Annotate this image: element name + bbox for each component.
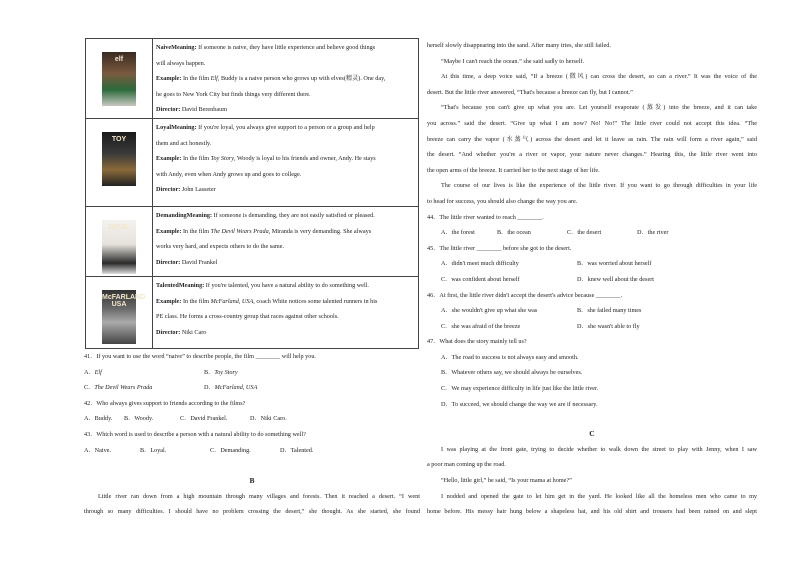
option-d[interactable] [204, 380, 257, 396]
film-text-cell [153, 276, 419, 348]
director-name: David Berenbaum [181, 106, 228, 114]
word-heading: Demanding [156, 211, 187, 219]
film-poster-image [102, 220, 136, 274]
option-a[interactable]: A．Naive. [84, 446, 111, 454]
meaning-line [156, 278, 415, 294]
director-label: Director: [156, 186, 181, 194]
film-row [86, 276, 419, 348]
option-text: Elf [94, 368, 102, 376]
question-stem: 45．The little river ________ before she got to the desert. [427, 244, 572, 252]
film-row [86, 118, 419, 206]
passage-line: a poor man coming up the road. [427, 461, 506, 469]
option-b[interactable]: B．the ocean [497, 229, 531, 237]
meaning-label: Meaning: [178, 281, 205, 289]
option-d[interactable]: D．she wasn't able to fly [577, 322, 640, 330]
film-title: Toy Story [210, 155, 234, 163]
director-line [156, 102, 415, 118]
question-46 [427, 288, 757, 335]
question-43 [84, 427, 420, 458]
film-title: The Devil Wears Prada [210, 227, 269, 235]
director-label: Director: [156, 258, 181, 266]
option-letter: D． [204, 384, 215, 392]
example-label: Example: [156, 155, 182, 163]
film-poster-image [102, 132, 136, 186]
film-table [85, 38, 419, 349]
director-label: Director: [156, 106, 181, 114]
option-text: McFarland, USA [214, 384, 258, 392]
film-poster-image [102, 290, 146, 344]
poster-cell [86, 206, 153, 276]
example-line [156, 224, 415, 240]
passage-b-continued [427, 38, 757, 210]
question-stem: 41．If you want to use the word “naive” to describe people, the film ________ will help you. [84, 352, 316, 360]
option-c[interactable]: C．David Frankel. [180, 415, 228, 423]
meaning-line [156, 208, 415, 224]
option-d[interactable]: D．Talented. [280, 446, 314, 454]
film-poster-image [102, 52, 136, 106]
meaning-text: If someone is demanding, they are not easily satisfied or pleased. [213, 211, 375, 219]
left-column [84, 38, 420, 520]
option-letter: C． [84, 384, 95, 392]
example-line [156, 87, 415, 103]
section-b-line: through so many difficulties. I should have no problem crossing the desert,” she thought. As she started, she found [84, 508, 420, 516]
film-text-cell [153, 118, 419, 206]
option-text: The Devil Wears Prada [94, 384, 153, 392]
passage-line: home before. His messy hair hung below a shapeless hat, and his old shirt and trousers had been rained on and slept [427, 508, 757, 516]
example-label: Example: [156, 75, 182, 83]
options-row [84, 365, 420, 381]
meaning-line [156, 120, 415, 136]
example-text: In the film [182, 227, 211, 235]
option-a[interactable]: A．Buddy. [84, 415, 113, 423]
poster-title: McFARLAND USA [102, 293, 146, 308]
example-text: , Buddy is a naive person who grows up with elves(精灵). One day, [217, 75, 386, 83]
option-b[interactable]: B．Whatever others say, we should always be ourselves. [441, 369, 583, 377]
example-text: works very hard, and expects others to do the same. [156, 243, 285, 251]
example-line [156, 167, 415, 183]
question-44 [427, 210, 757, 241]
option-a[interactable] [84, 365, 204, 381]
passage-line: “Maybe I can't reach the ocean.” she said sadly to herself. [441, 57, 585, 65]
example-text: , coach White notices some talented runners in his [253, 297, 378, 305]
poster-title: elf [114, 56, 124, 63]
meaning-text: If you're loyal, you always give support to a person or a group and help [198, 123, 375, 131]
question-stem: 46．At first, the little river didn't accept the desert's advice because ________. [427, 291, 623, 299]
options-row [427, 319, 757, 335]
options-row [84, 380, 420, 396]
film-row [86, 39, 419, 119]
meaning-label: Meaning: [186, 211, 213, 219]
meaning-text: If someone is naive, they have little experience and believe good things [198, 44, 376, 51]
example-line [156, 309, 415, 325]
option-a[interactable]: A．didn't meet much difficulty [441, 260, 519, 268]
option-letter: A． [84, 368, 95, 376]
options-row [84, 443, 420, 459]
option-b[interactable]: B．Loyal. [140, 446, 167, 454]
option-c[interactable]: C．the desert [567, 229, 602, 237]
passage-line: “That's because you can't give up what you are. Let yourself evaporate (蒸发) into the breeze, and it can take [441, 104, 757, 112]
poster-title: DEVIL [108, 223, 130, 231]
option-b[interactable]: B．was worried about herself [577, 260, 652, 268]
options-row [427, 272, 757, 288]
example-text: he goes to New York City but finds things very different there. [156, 90, 311, 98]
director-name: John Lasseter [181, 186, 216, 194]
option-c[interactable]: C．was confident about herself [441, 275, 520, 283]
meaning-text: will always happen. [156, 59, 206, 67]
example-text: In the film [182, 75, 211, 83]
example-text: In the film [182, 155, 211, 163]
film-row [86, 206, 419, 276]
film-text-cell [153, 206, 419, 276]
option-c[interactable]: C．she was afraid of the breeze [441, 322, 521, 330]
poster-title: TOY [111, 135, 127, 143]
example-text: , Woody is loyal to his friends and owner, Andy. He stays [233, 155, 376, 163]
question-stem: 44．The little river wanted to reach ________. [427, 213, 544, 221]
options-row [427, 225, 757, 241]
example-line [156, 239, 415, 255]
option-d[interactable]: D．To succeed, we should change the way we are if necessary. [441, 400, 598, 408]
section-b-line: Little river ran down from a high mountain through many villages and forests. Then it reached a desert. “I went [98, 492, 420, 500]
options-row [427, 256, 757, 272]
option-b[interactable] [204, 365, 238, 381]
right-column [427, 38, 757, 520]
question-41 [84, 349, 420, 396]
option-text: Toy Story [214, 368, 238, 376]
passage-line: to head for success, you should also change the way you are. [427, 197, 578, 205]
options-row [84, 411, 420, 427]
poster-cell [86, 276, 153, 348]
option-c[interactable] [84, 380, 204, 396]
option-a[interactable]: A．she wouldn't give up what she was [441, 307, 538, 315]
option-d[interactable]: D．the river [637, 229, 669, 237]
option-letter: B． [204, 368, 215, 376]
section-c-title: C [589, 429, 595, 439]
poster-cell [86, 118, 153, 206]
option-d[interactable]: D．Niki Caro. [250, 415, 287, 423]
example-text: with Andy, even when Andy grows up and goes to college. [156, 170, 302, 178]
question-45 [427, 241, 757, 288]
passage-line: “Hello, little girl,” he said, “Is your mama at home?” [441, 477, 572, 485]
options-row [427, 303, 757, 319]
meaning-label: Meaning: [171, 44, 197, 51]
word-heading: Loyal [156, 123, 172, 131]
question-stem: 43．Which word is used to describe a person with a natural ability to do something well? [84, 430, 306, 438]
option-b[interactable]: B．Woody. [124, 415, 154, 423]
passage-line: The course of our lives is like the experience of the little river. If you want to go through difficulties in your life [441, 182, 757, 190]
director-line [156, 255, 415, 271]
question-47 [427, 334, 757, 412]
passage-line: herself slowly disappearing into the sand. After many tries, she still failed. [427, 42, 611, 49]
section-b-title: B [249, 476, 255, 486]
example-label: Example: [156, 227, 182, 235]
option-c[interactable]: C．We may experience difficulty in life just like the little river. [441, 385, 599, 393]
word-heading: Talented [156, 281, 179, 289]
option-a[interactable]: A．The road to success is not always easy and smooth. [441, 353, 579, 361]
example-line [156, 294, 415, 310]
film-title: McFarland, USA [210, 297, 254, 305]
meaning-line [156, 40, 415, 56]
example-text: In the film [182, 297, 211, 305]
question-stem: 42．Who always gives support to friends according to the films? [84, 399, 246, 407]
option-b[interactable]: B．she failed many times [577, 307, 642, 315]
example-label: Example: [156, 297, 182, 305]
option-c[interactable]: C．Demanding. [210, 446, 251, 454]
example-line [156, 71, 415, 87]
director-name: David Frankel [181, 258, 218, 266]
poster-cell [86, 39, 153, 119]
passage-line: the open arms of the breeze. It carried her to the next stage of her life. [427, 166, 600, 174]
word-heading: Naive [156, 44, 172, 51]
option-a[interactable]: A．the forest [441, 229, 475, 237]
meaning-text: If you're talented, you have a natural ability to do something well. [205, 281, 369, 289]
question-stem: 47．What does the story mainly tell us? [427, 338, 527, 346]
passage-line: I nodded and opened the gate to let him get in the yard. He looked like all the homeless men who came to my [441, 492, 757, 500]
director-label: Director: [156, 328, 181, 336]
film-text-cell [153, 39, 419, 119]
example-line [156, 151, 415, 167]
question-42 [84, 396, 420, 427]
passage-line: At this time, a deep voice said, “If a breeze (微风) can cross the desert, so can a river.” It was the voice of the [441, 73, 757, 81]
meaning-text: them and act honestly. [156, 139, 212, 147]
passage-c [427, 442, 757, 520]
director-name: Niki Caro [181, 328, 207, 336]
director-line [156, 325, 415, 341]
passage-line: I was playing at the front gate, trying to decide whether to walk down the street to play with Jenny, when I saw [441, 445, 757, 453]
meaning-label: Meaning: [171, 123, 197, 131]
passage-line: desert. But the little river answered, “That's because a breeze can fly, but I cannot.” [427, 88, 633, 96]
example-text: PE class. He forms a cross-country group that races against other schools. [156, 313, 339, 321]
director-line [156, 182, 415, 198]
option-d[interactable]: D．knew well about the desert [577, 275, 654, 283]
film-title: Elf [210, 75, 218, 83]
example-text: , Miranda is very demanding. She always [268, 227, 372, 235]
passage-line: you across.” said the desert. “Give up what I am now? No! No!” The little river could not accept this idea. “The [427, 119, 757, 127]
passage-line: the desert. “And whether you're a river or vapor, your nature never changes.” Hearing this, the little river went into [427, 151, 757, 159]
passage-line: breeze can carry the vapor (水蒸气) across the desert and let it leave as rain. The rain will form a river again,” said [427, 135, 757, 143]
